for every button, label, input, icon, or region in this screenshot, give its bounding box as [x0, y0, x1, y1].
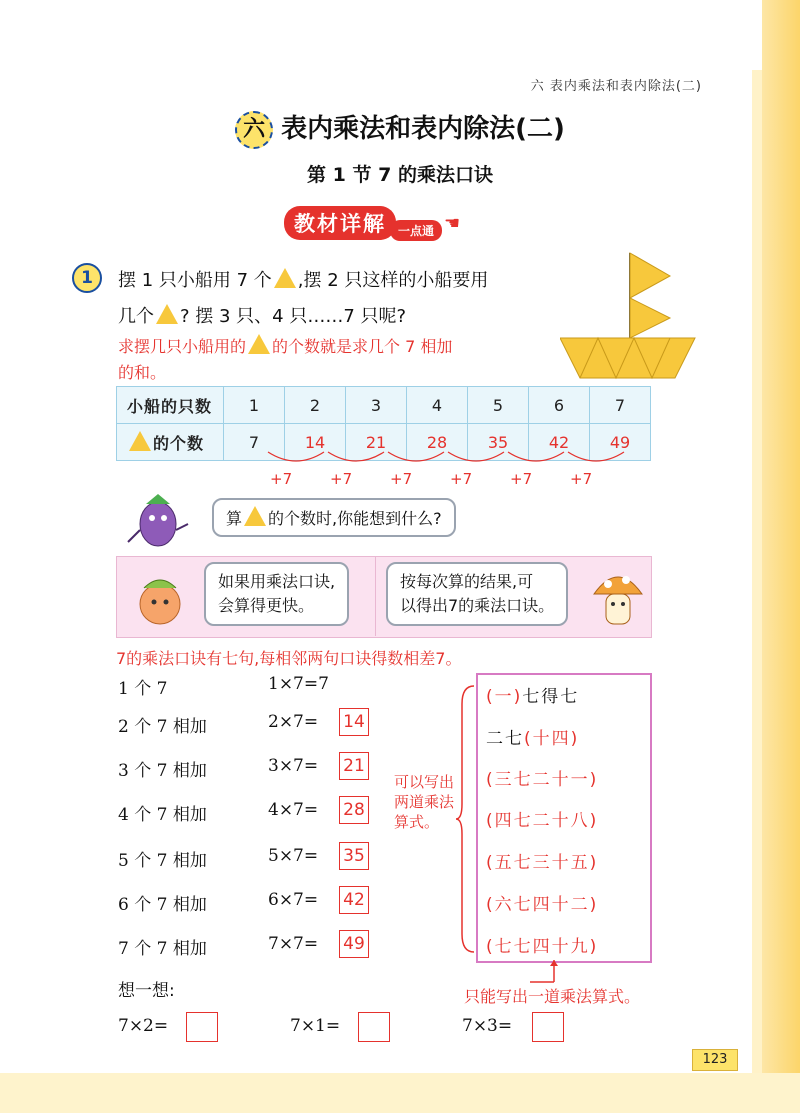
rhyme-line: (五七三十五) — [486, 853, 599, 873]
table-cell: 7 — [590, 387, 651, 424]
expr-text: 7×7= — [268, 934, 319, 954]
bubble-text: 按每次算的结果,可 — [400, 572, 534, 591]
triangle-icon — [129, 431, 151, 451]
hint-line-2: 的和。 — [118, 363, 167, 382]
rhyme-line: (四七二十八) — [486, 811, 599, 831]
page-number: 123 — [692, 1049, 738, 1071]
triangle-icon — [156, 304, 178, 324]
exercise-expr: 7×3= — [462, 1016, 513, 1036]
problem-text: 摆 1 只小船用 7 个 — [118, 270, 272, 291]
answer-box: 21 — [339, 752, 369, 780]
exercise-expr: 7×2= — [118, 1016, 169, 1036]
answer-box: 35 — [339, 842, 369, 870]
answer-input-box[interactable] — [358, 1012, 390, 1042]
table-cell: 2 — [285, 387, 346, 424]
expr-text: 3×7= — [268, 756, 319, 776]
add-text: 6 个 7 相加 — [118, 895, 207, 915]
table-cell: 28 — [407, 424, 468, 461]
step-label: +7 — [330, 470, 353, 488]
rhyme-line: (六七四十二) — [486, 895, 599, 915]
left-bubble — [204, 562, 349, 626]
rhyme-line: (七七四十九) — [486, 937, 599, 957]
rhyme-part: 二七 — [486, 729, 524, 749]
table-cell: 4 — [407, 387, 468, 424]
chapter-title-block — [0, 108, 800, 149]
rhyme-part: (一) — [486, 687, 523, 707]
mushroom-character — [590, 566, 646, 632]
step-arrows — [260, 448, 640, 472]
bubble-text: 的个数时,你能想到什么? — [268, 509, 442, 528]
think-label: 想一想: — [118, 981, 175, 1001]
add-text: 7 个 7 相加 — [118, 939, 207, 959]
problem-text: 几个 — [118, 306, 154, 327]
bubble-text: 算 — [226, 509, 243, 528]
step-label: +7 — [390, 470, 413, 488]
triangle-icon — [248, 334, 270, 354]
problem-line-2 — [118, 302, 406, 328]
brace — [456, 684, 478, 954]
add-text: 4 个 7 相加 — [118, 805, 207, 825]
table-cell: 6 — [529, 387, 590, 424]
expr-text: 6×7= — [268, 890, 319, 910]
expr-text: 5×7= — [268, 846, 319, 866]
exercise-expr: 7×1= — [290, 1016, 341, 1036]
problem-line-1 — [118, 266, 488, 292]
banner-sub: 一点通 — [390, 220, 442, 241]
expr-text: 2×7= — [268, 712, 319, 732]
note-text: 7的乘法口诀有七句,每相邻两句口诀得数相差7。 — [116, 649, 462, 668]
expr-text: 1×7=7 — [268, 674, 329, 694]
peach-character — [130, 570, 190, 630]
down-arrow — [470, 960, 560, 986]
problem-text: ,摆 2 只这样的小船要用 — [297, 270, 489, 291]
running-header: 六 表内乘法和表内除法(二) — [530, 79, 702, 94]
answer-box: 49 — [339, 930, 369, 958]
table-cell: 35 — [468, 424, 529, 461]
row-header — [117, 424, 224, 461]
table-cell: 3 — [346, 387, 407, 424]
triangle-icon — [244, 506, 266, 526]
row-header-text: 的个数 — [153, 433, 205, 453]
add-text: 2 个 7 相加 — [118, 717, 207, 737]
table-row — [117, 387, 651, 424]
two-equations-note — [394, 772, 454, 832]
answer-box: 42 — [339, 886, 369, 914]
step-label: +7 — [450, 470, 473, 488]
rhyme-part: (十四) — [524, 729, 580, 749]
page-edge-inner — [752, 70, 762, 1113]
note-line: 可以写出 — [394, 773, 455, 791]
question-bubble — [212, 498, 456, 537]
page-bottom-band — [0, 1073, 800, 1113]
bubble-text: 会算得更快。 — [218, 596, 315, 615]
table-cell: 7 — [224, 424, 285, 461]
problem-number: 1 — [72, 263, 102, 293]
table-cell: 49 — [590, 424, 651, 461]
step-label: +7 — [570, 470, 593, 488]
answer-box: 28 — [339, 796, 369, 824]
bubble-text: 以得出7的乘法口诀。 — [400, 596, 555, 615]
section-title: 第 1 节 7 的乘法口诀 — [307, 164, 493, 186]
hint-line-1 — [118, 334, 452, 357]
step-label: +7 — [510, 470, 533, 488]
pointing-hand-icon: ☚ — [444, 212, 461, 234]
discussion-panel — [116, 556, 652, 638]
table-cell: 14 — [285, 424, 346, 461]
right-bubble — [386, 562, 568, 626]
chapter-title: 表内乘法和表内除法(二) — [281, 114, 565, 144]
sailboat-illustration — [560, 248, 700, 383]
table-cell: 42 — [529, 424, 590, 461]
hint-text: 求摆几只小船用的 — [118, 337, 247, 356]
answer-input-box[interactable] — [186, 1012, 218, 1042]
one-equation-note: 只能写出一道乘法算式。 — [464, 987, 641, 1006]
expr-text: 4×7= — [268, 800, 319, 820]
table-cell: 21 — [346, 424, 407, 461]
panel-divider — [375, 556, 376, 636]
table-cell: 5 — [468, 387, 529, 424]
problem-text: ? 摆 3 只、4 只……7 只呢? — [180, 306, 407, 327]
bubble-text: 如果用乘法口诀, — [218, 572, 336, 591]
answer-input-box[interactable] — [532, 1012, 564, 1042]
triangle-icon — [274, 268, 296, 288]
note-line: 两道乘法 — [394, 793, 455, 811]
add-text: 3 个 7 相加 — [118, 761, 207, 781]
rhyme-line — [486, 682, 579, 707]
answer-box: 14 — [339, 708, 369, 736]
step-label: +7 — [270, 470, 293, 488]
row-header: 小船的只数 — [117, 387, 224, 424]
eggplant-character — [124, 490, 194, 552]
note-line: 算式。 — [394, 813, 440, 831]
chapter-badge: 六 — [235, 111, 273, 149]
banner-main: 教材详解 — [284, 206, 396, 240]
rhyme-part: 七得七 — [522, 687, 580, 707]
add-text: 5 个 7 相加 — [118, 851, 207, 871]
lesson-banner — [284, 206, 460, 240]
hint-text: 的个数就是求几个 7 相加 — [272, 337, 453, 356]
table-cell: 1 — [224, 387, 285, 424]
add-text: 1 个 7 — [118, 679, 168, 699]
rhyme-line — [486, 724, 579, 749]
rhyme-line: (三七二十一) — [486, 770, 599, 790]
